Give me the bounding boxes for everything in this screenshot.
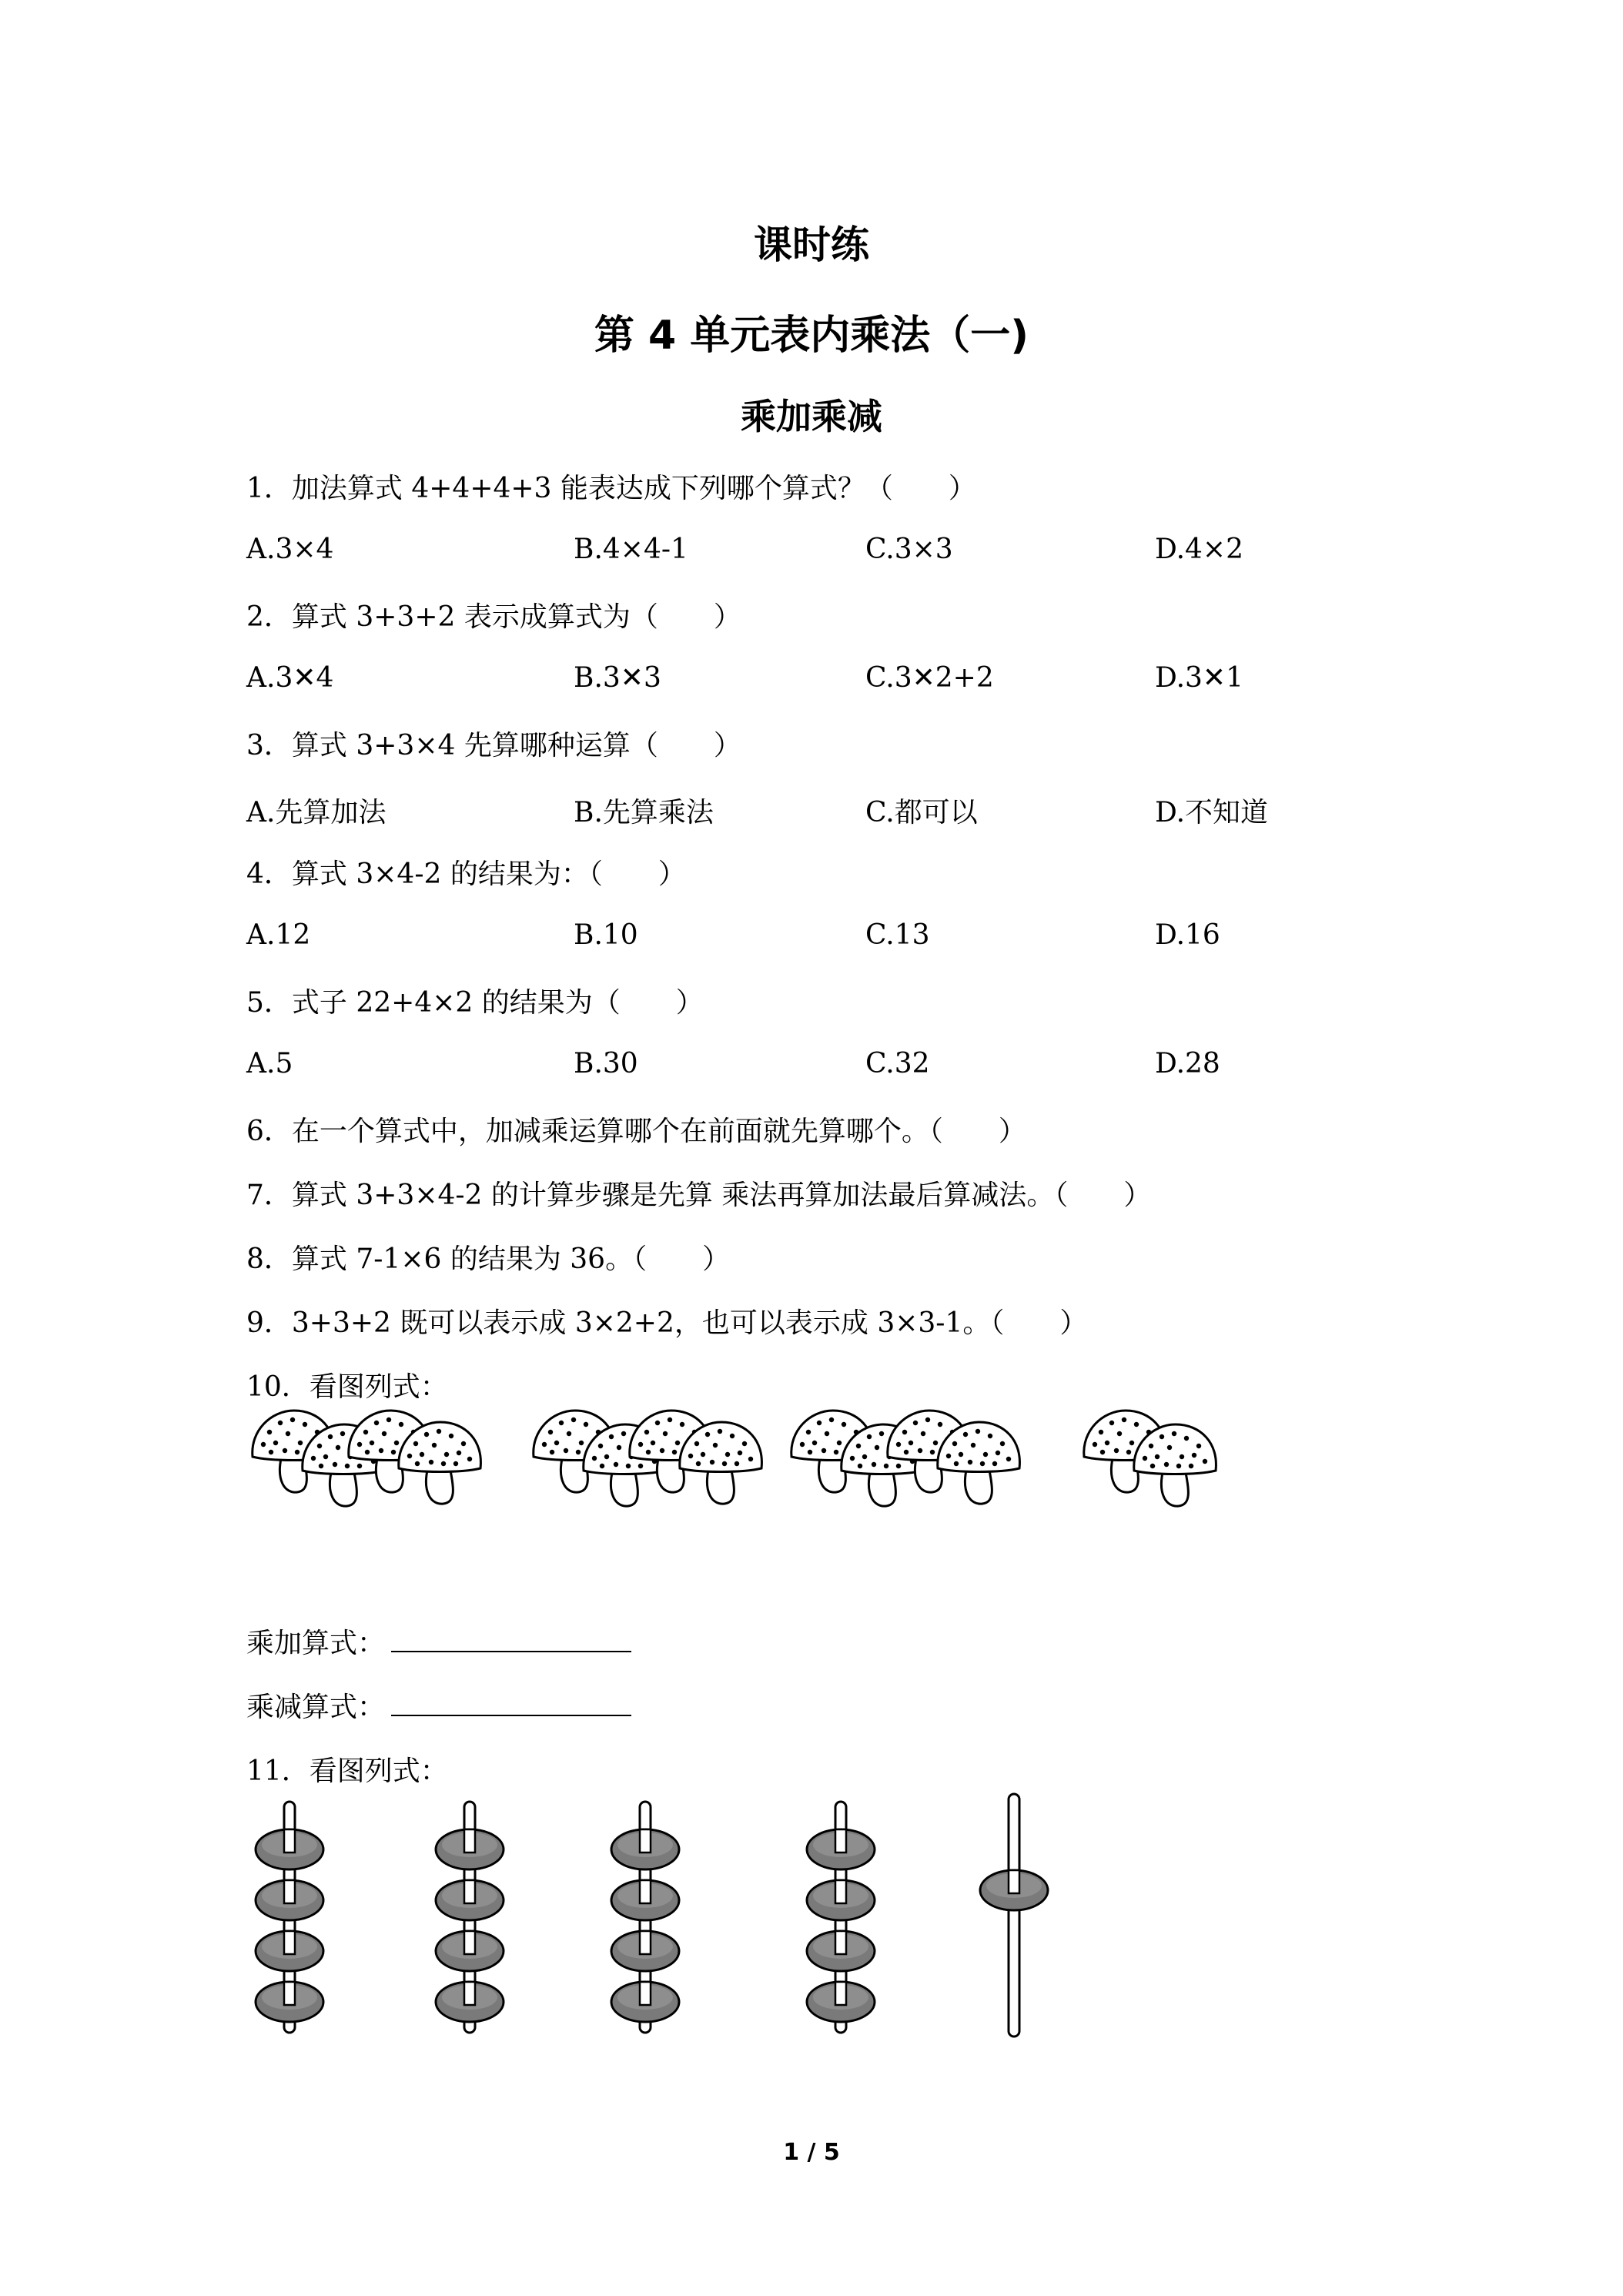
q3-option-d: D.不知道: [1155, 797, 1269, 828]
bead: [807, 1982, 875, 2022]
bead: [807, 1880, 875, 1920]
lesson-title: 乘加乘减: [741, 396, 882, 437]
question-7: 7．算式 3+3×4-2 的计算步骤是先算 乘法再算加法最后算减法。（ ）: [246, 1180, 1152, 1211]
question-9: 9．3+3+2 既可以表示成 3×2+2，也可以表示成 3×3-1。（ ）: [246, 1307, 1088, 1339]
q5-option-c: C.32: [865, 1048, 930, 1079]
q2-option-b: B.3✕3: [574, 662, 661, 694]
question-11: 11．看图列式：: [246, 1755, 448, 1787]
q1-option-b: B.4×4-1: [574, 534, 688, 565]
question-6: 6．在一个算式中，加减乘运算哪个在前面就先算哪个。（ ）: [246, 1116, 1026, 1147]
q4-option-c: C.13: [865, 919, 930, 951]
question-3: 3．算式 3+3×4 先算哪种运算（ ）: [246, 730, 741, 761]
q3-option-c: C.都可以: [865, 797, 978, 828]
q2-option-d: D.3✕1: [1155, 662, 1243, 694]
bead: [256, 1931, 323, 1971]
bead: [807, 1829, 875, 1869]
question-5: 5．式子 22+4×2 的结果为（ ）: [246, 987, 704, 1019]
page-title: 课时练: [754, 223, 869, 267]
q1-option-c: C.3×3: [865, 534, 953, 565]
bead: [436, 1829, 504, 1869]
unit-title: 第 4 单元表内乘法（一): [594, 313, 1029, 359]
bead: [256, 1880, 323, 1920]
bead: [611, 1829, 679, 1869]
bead: [980, 1870, 1048, 1910]
question-2: 2．算式 3+3+2 表示成算式为（ ）: [246, 601, 741, 633]
bead-rod: [807, 1802, 875, 2033]
q4-option-a: A.12: [246, 919, 311, 951]
bead: [611, 1982, 679, 2022]
q1-option-d: D.4×2: [1155, 534, 1243, 565]
question-10: 10．看图列式：: [246, 1371, 448, 1403]
q5-option-b: B.30: [574, 1048, 638, 1079]
q1-option-a: A.3×4: [246, 534, 334, 565]
page-number: 1 / 5: [783, 2139, 840, 2166]
q3-option-a: A.先算加法: [246, 797, 387, 828]
bead-rod: [436, 1802, 504, 2033]
bead: [611, 1880, 679, 1920]
bead: [256, 1829, 323, 1869]
q5-option-a: A.5: [246, 1048, 293, 1079]
mult-add-label: 乘加算式：: [246, 1628, 386, 1659]
bead-rod: [980, 1794, 1048, 2037]
q4-option-d: D.16: [1155, 919, 1220, 951]
q5-option-d: D.28: [1155, 1048, 1220, 1079]
q4-option-b: B.10: [574, 919, 638, 951]
mult-sub-label: 乘减算式：: [246, 1692, 386, 1723]
bead: [611, 1931, 679, 1971]
bead: [436, 1880, 504, 1920]
bead-rod: [611, 1802, 679, 2033]
bead: [436, 1931, 504, 1971]
question-1: 1．加法算式 4+4+4+3 能表达成下列哪个算式？（ ）: [246, 473, 976, 504]
bead: [436, 1982, 504, 2022]
bead-rod: [256, 1802, 323, 2033]
question-4: 4．算式 3×4-2 的结果为：（ ）: [246, 858, 686, 890]
q3-option-b: B.先算乘法: [574, 797, 714, 828]
bead: [807, 1931, 875, 1971]
q2-option-a: A.3✕4: [246, 662, 334, 694]
question-8: 8．算式 7-1×6 的结果为 36。（ ）: [246, 1243, 731, 1275]
q2-option-c: C.3✕2+2: [865, 662, 994, 694]
bead: [256, 1982, 323, 2022]
